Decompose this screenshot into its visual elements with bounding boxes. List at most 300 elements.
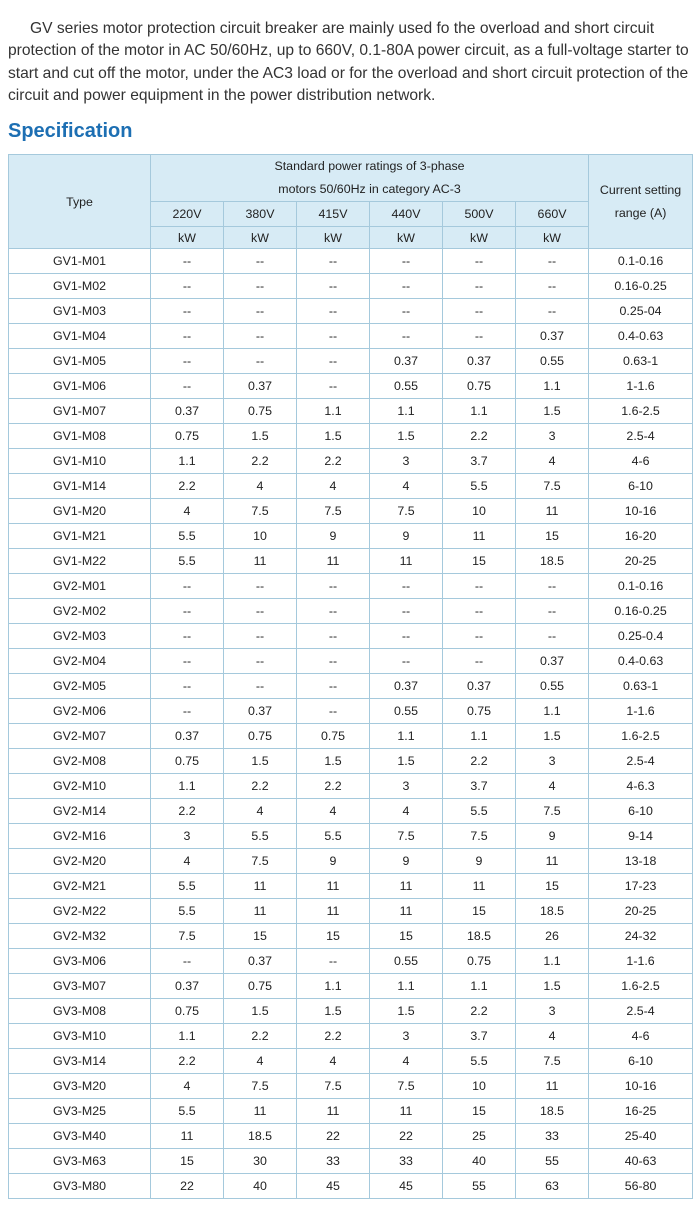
table-row [9,349,693,374]
power-cell: 11 [224,874,297,899]
power-cell: 11 [297,1099,370,1124]
table-row [9,399,693,424]
power-cell: 9 [370,524,443,549]
power-cell: -- [443,599,516,624]
power-cell: 4 [151,849,224,874]
power-cell: 30 [224,1149,297,1174]
power-cell: 3.7 [443,1024,516,1049]
power-cell: 2.2 [443,424,516,449]
power-cell: 0.55 [516,674,589,699]
power-cell: 2.2 [297,774,370,799]
power-cell: 0.55 [370,699,443,724]
power-cell: 0.37 [151,974,224,999]
current-range-cell: 10-16 [589,499,693,524]
current-range-cell: 0.4-0.63 [589,649,693,674]
table-row [9,774,693,799]
current-range-cell: 2.5-4 [589,999,693,1024]
current-range-cell: 4-6 [589,449,693,474]
table-row [9,424,693,449]
power-cell: 18.5 [516,899,589,924]
type-cell: GV2-M08 [9,749,151,774]
power-cell: 40 [443,1149,516,1174]
power-cell: 18.5 [516,549,589,574]
power-cell: 0.75 [443,699,516,724]
power-cell: -- [297,649,370,674]
type-header: Type [9,155,151,249]
power-cell: -- [151,624,224,649]
type-cell: GV3-M40 [9,1124,151,1149]
power-cell: 45 [370,1174,443,1199]
power-cell: -- [297,324,370,349]
power-cell: 1.5 [224,749,297,774]
power-cell: 11 [370,874,443,899]
power-cell: 1.1 [516,949,589,974]
type-cell: GV1-M07 [9,399,151,424]
power-cell: -- [443,274,516,299]
power-cell: 2.2 [443,999,516,1024]
type-cell: GV2-M20 [9,849,151,874]
table-row [9,574,693,599]
power-cell: 0.75 [443,374,516,399]
power-cell: 33 [370,1149,443,1174]
power-cell: 0.37 [224,699,297,724]
type-cell: GV2-M22 [9,899,151,924]
current-range-cell: 0.63-1 [589,349,693,374]
power-cell: 5.5 [224,824,297,849]
power-cell: 2.2 [224,1024,297,1049]
current-range-cell: 0.63-1 [589,674,693,699]
power-cell: -- [443,299,516,324]
current-range-cell: 20-25 [589,549,693,574]
power-cell: -- [151,374,224,399]
power-cell: 0.75 [151,424,224,449]
power-cell: -- [224,649,297,674]
power-cell: 11 [370,549,443,574]
power-cell: 5.5 [443,474,516,499]
table-row [9,549,693,574]
power-cell: 4 [370,474,443,499]
voltage-header: 500V [443,202,516,227]
unit-header: kW [516,227,589,249]
power-cell: 1.5 [370,749,443,774]
power-cell: 3.7 [443,449,516,474]
power-cell: 1.1 [297,974,370,999]
power-cell: 1.1 [443,724,516,749]
power-cell: 11 [224,899,297,924]
unit-header: kW [443,227,516,249]
power-cell: 2.2 [151,1049,224,1074]
current-range-cell: 0.25-0.4 [589,624,693,649]
table-row [9,324,693,349]
power-cell: 11 [151,1124,224,1149]
power-cell: -- [224,624,297,649]
power-cell: 9 [516,824,589,849]
type-cell: GV2-M16 [9,824,151,849]
table-row [9,1124,693,1149]
power-cell: 4 [370,799,443,824]
type-cell: GV1-M22 [9,549,151,574]
power-cell: 1.5 [297,749,370,774]
table-row [9,874,693,899]
current-range-cell: 25-40 [589,1124,693,1149]
current-range-cell: 10-16 [589,1074,693,1099]
current-range-cell: 6-10 [589,1049,693,1074]
power-cell: 7.5 [297,1074,370,1099]
type-cell: GV1-M06 [9,374,151,399]
current-range-cell: 2.5-4 [589,749,693,774]
power-cell: 4 [297,474,370,499]
power-cell: 5.5 [151,874,224,899]
power-cell: -- [443,624,516,649]
type-cell: GV1-M02 [9,274,151,299]
power-cell: 9 [297,524,370,549]
power-cell: 11 [516,499,589,524]
power-cell: 1.1 [443,974,516,999]
power-cell: 4 [516,449,589,474]
power-cell: 22 [151,1174,224,1199]
power-cell: 0.75 [151,749,224,774]
table-row [9,1024,693,1049]
voltage-header: 660V [516,202,589,227]
power-ratings-header-line1: Standard power ratings of 3-phase [274,159,465,173]
table-row [9,924,693,949]
power-cell: 1.5 [516,724,589,749]
type-cell: GV1-M05 [9,349,151,374]
power-cell: -- [151,574,224,599]
power-cell: 0.37 [516,324,589,349]
table-row [9,299,693,324]
type-cell: GV2-M32 [9,924,151,949]
power-ratings-header-line2: motors 50/60Hz in category AC-3 [278,182,461,196]
power-cell: -- [370,649,443,674]
power-cell: 1.1 [516,699,589,724]
power-cell: -- [151,699,224,724]
voltage-header: 440V [370,202,443,227]
type-cell: GV3-M06 [9,949,151,974]
current-range-cell: 13-18 [589,849,693,874]
power-cell: 0.75 [297,724,370,749]
power-cell: 26 [516,924,589,949]
current-range-cell: 0.16-0.25 [589,274,693,299]
current-range-cell: 17-23 [589,874,693,899]
power-cell: 15 [443,549,516,574]
power-cell: 4 [297,1049,370,1074]
current-range-cell: 9-14 [589,824,693,849]
power-cell: 0.37 [151,724,224,749]
type-cell: GV3-M07 [9,974,151,999]
power-cell: 7.5 [516,1049,589,1074]
power-cell: 7.5 [370,1074,443,1099]
current-range-cell: 0.25-04 [589,299,693,324]
power-cell: 3 [516,749,589,774]
type-cell: GV1-M21 [9,524,151,549]
table-row [9,1174,693,1199]
power-cell: 0.55 [370,949,443,974]
power-cell: 0.75 [443,949,516,974]
power-cell: 1.5 [224,999,297,1024]
power-cell: 1.5 [370,424,443,449]
power-cell: 9 [370,849,443,874]
power-cell: 5.5 [443,799,516,824]
intro-paragraph: GV series motor protection circuit breaker are mainly used fo the overload and short circuit protection of the motor in AC 50/60Hz, up to 660V, 0.1-80A power circuit, as a full-voltage starter to start and cut off the motor, under the AC3 load or for the overload and short circuit protection of the circuit and power equipment in the power distribution network. [8,19,689,105]
power-cell: 3 [370,1024,443,1049]
table-row [9,749,693,774]
type-cell: GV1-M20 [9,499,151,524]
power-cell: -- [443,324,516,349]
power-cell: -- [297,274,370,299]
power-cell: -- [297,574,370,599]
table-row [9,799,693,824]
type-cell: GV1-M08 [9,424,151,449]
power-cell: 7.5 [151,924,224,949]
table-row [9,624,693,649]
power-cell: 1.1 [370,974,443,999]
power-cell: -- [370,249,443,274]
power-cell: 15 [297,924,370,949]
power-cell: 15 [224,924,297,949]
power-cell: 22 [370,1124,443,1149]
power-cell: 0.37 [151,399,224,424]
power-cell: 2.2 [443,749,516,774]
power-cell: 33 [297,1149,370,1174]
power-cell: -- [151,649,224,674]
type-cell: GV1-M04 [9,324,151,349]
type-cell: GV3-M14 [9,1049,151,1074]
power-cell: -- [443,649,516,674]
power-cell: -- [516,599,589,624]
power-cell: 10 [224,524,297,549]
power-cell: 1.1 [370,724,443,749]
power-cell: -- [297,299,370,324]
current-range-cell: 4-6 [589,1024,693,1049]
power-cell: 1.5 [224,424,297,449]
current-range-cell: 16-20 [589,524,693,549]
power-cell: -- [151,324,224,349]
current-range-cell: 1.6-2.5 [589,974,693,999]
type-cell: GV1-M03 [9,299,151,324]
power-cell: -- [443,574,516,599]
type-cell: GV3-M20 [9,1074,151,1099]
power-cell: 7.5 [224,1074,297,1099]
table-row [9,949,693,974]
power-cell: -- [516,249,589,274]
table-row [9,849,693,874]
current-setting-header [589,155,693,249]
power-cell: 15 [443,1099,516,1124]
power-cell: -- [370,574,443,599]
power-cell: 1.1 [151,774,224,799]
power-cell: 63 [516,1174,589,1199]
power-cell: -- [516,574,589,599]
power-cell: -- [297,374,370,399]
power-cell: -- [151,949,224,974]
current-range-cell: 0.1-0.16 [589,249,693,274]
power-cell: 7.5 [370,824,443,849]
type-cell: GV3-M63 [9,1149,151,1174]
power-cell: 55 [443,1174,516,1199]
power-cell: -- [297,349,370,374]
power-cell: 5.5 [443,1049,516,1074]
power-cell: -- [370,274,443,299]
power-cell: 11 [443,524,516,549]
power-cell: 4 [370,1049,443,1074]
power-cell: -- [224,249,297,274]
table-row [9,474,693,499]
power-cell: 10 [443,1074,516,1099]
power-cell: 0.37 [516,649,589,674]
table-row [9,699,693,724]
power-cell: 22 [297,1124,370,1149]
power-cell: 1.1 [370,399,443,424]
power-cell: 18.5 [516,1099,589,1124]
power-cell: 11 [443,874,516,899]
power-cell: 11 [516,849,589,874]
power-cell: 1.5 [516,399,589,424]
section-heading: Specification [8,120,133,142]
power-cell: 4 [516,774,589,799]
power-cell: 4 [297,799,370,824]
power-cell: 7.5 [297,499,370,524]
power-cell: 1.1 [516,374,589,399]
current-range-cell: 0.16-0.25 [589,599,693,624]
power-cell: 15 [516,874,589,899]
unit-header: kW [370,227,443,249]
power-cell: -- [224,349,297,374]
power-cell: 15 [516,524,589,549]
current-range-cell: 1-1.6 [589,949,693,974]
type-cell: GV2-M05 [9,674,151,699]
type-cell: GV3-M25 [9,1099,151,1124]
table-row [9,449,693,474]
power-cell: 1.5 [516,974,589,999]
type-cell: GV2-M03 [9,624,151,649]
power-cell: -- [516,624,589,649]
voltage-header: 415V [297,202,370,227]
current-range-cell: 0.4-0.63 [589,324,693,349]
power-cell: 0.75 [224,724,297,749]
type-cell: GV2-M04 [9,649,151,674]
power-cell: 11 [370,899,443,924]
power-cell: -- [297,699,370,724]
power-cell: 15 [370,924,443,949]
current-range-cell: 0.1-0.16 [589,574,693,599]
power-ratings-header [151,155,589,202]
power-cell: -- [224,574,297,599]
table-row [9,999,693,1024]
power-cell: -- [370,624,443,649]
power-cell: 18.5 [443,924,516,949]
type-cell: GV2-M14 [9,799,151,824]
power-cell: 11 [224,549,297,574]
current-range-cell: 4-6.3 [589,774,693,799]
power-cell: 0.37 [224,374,297,399]
power-cell: -- [516,274,589,299]
power-cell: -- [297,599,370,624]
table-row [9,649,693,674]
unit-header: kW [151,227,224,249]
current-setting-header-line2: range (A) [614,205,667,220]
power-cell: 1.5 [370,999,443,1024]
power-cell: -- [151,674,224,699]
power-cell: 11 [297,549,370,574]
table-row [9,1074,693,1099]
power-cell: 7.5 [443,824,516,849]
power-cell: -- [443,249,516,274]
power-cell: 5.5 [151,899,224,924]
power-cell: 7.5 [370,499,443,524]
table-row [9,599,693,624]
power-cell: 45 [297,1174,370,1199]
power-cell: 0.37 [443,674,516,699]
power-cell: 7.5 [224,499,297,524]
current-range-cell: 1.6-2.5 [589,724,693,749]
power-cell: 2.2 [151,474,224,499]
type-cell: GV1-M01 [9,249,151,274]
power-cell: 7.5 [516,799,589,824]
power-cell: 5.5 [151,549,224,574]
power-cell: -- [151,599,224,624]
power-cell: -- [224,324,297,349]
power-cell: 1.5 [297,424,370,449]
power-cell: 11 [297,899,370,924]
current-setting-header-line1: Current setting [599,182,682,197]
power-cell: 1.1 [151,1024,224,1049]
power-cell: 3 [370,449,443,474]
power-cell: 1.1 [297,399,370,424]
type-cell: GV2-M21 [9,874,151,899]
type-cell: GV3-M08 [9,999,151,1024]
table-row [9,499,693,524]
table-row [9,899,693,924]
power-cell: 3 [516,424,589,449]
power-cell: 5.5 [151,524,224,549]
table-row [9,524,693,549]
power-cell: 3.7 [443,774,516,799]
power-cell: -- [151,349,224,374]
table-row [9,1099,693,1124]
power-cell: 4 [224,474,297,499]
table-row [9,724,693,749]
type-cell: GV1-M14 [9,474,151,499]
type-cell: GV2-M07 [9,724,151,749]
current-range-cell: 40-63 [589,1149,693,1174]
power-cell: -- [297,949,370,974]
power-cell: -- [370,599,443,624]
power-cell: 40 [224,1174,297,1199]
table-row [9,974,693,999]
type-cell: GV3-M10 [9,1024,151,1049]
current-range-cell: 6-10 [589,474,693,499]
specification-table [8,154,693,1199]
power-cell: 11 [224,1099,297,1124]
power-cell: 0.37 [224,949,297,974]
power-cell: -- [151,274,224,299]
table-row [9,824,693,849]
power-cell: 9 [443,849,516,874]
power-cell: -- [151,299,224,324]
current-range-cell: 56-80 [589,1174,693,1199]
power-cell: 0.75 [224,974,297,999]
power-cell: 0.55 [370,374,443,399]
power-cell: 11 [297,874,370,899]
current-range-cell: 16-25 [589,1099,693,1124]
current-range-cell: 1-1.6 [589,699,693,724]
power-cell: 4 [224,799,297,824]
power-cell: -- [224,299,297,324]
current-range-cell: 20-25 [589,899,693,924]
table-row [9,249,693,274]
voltage-header: 220V [151,202,224,227]
